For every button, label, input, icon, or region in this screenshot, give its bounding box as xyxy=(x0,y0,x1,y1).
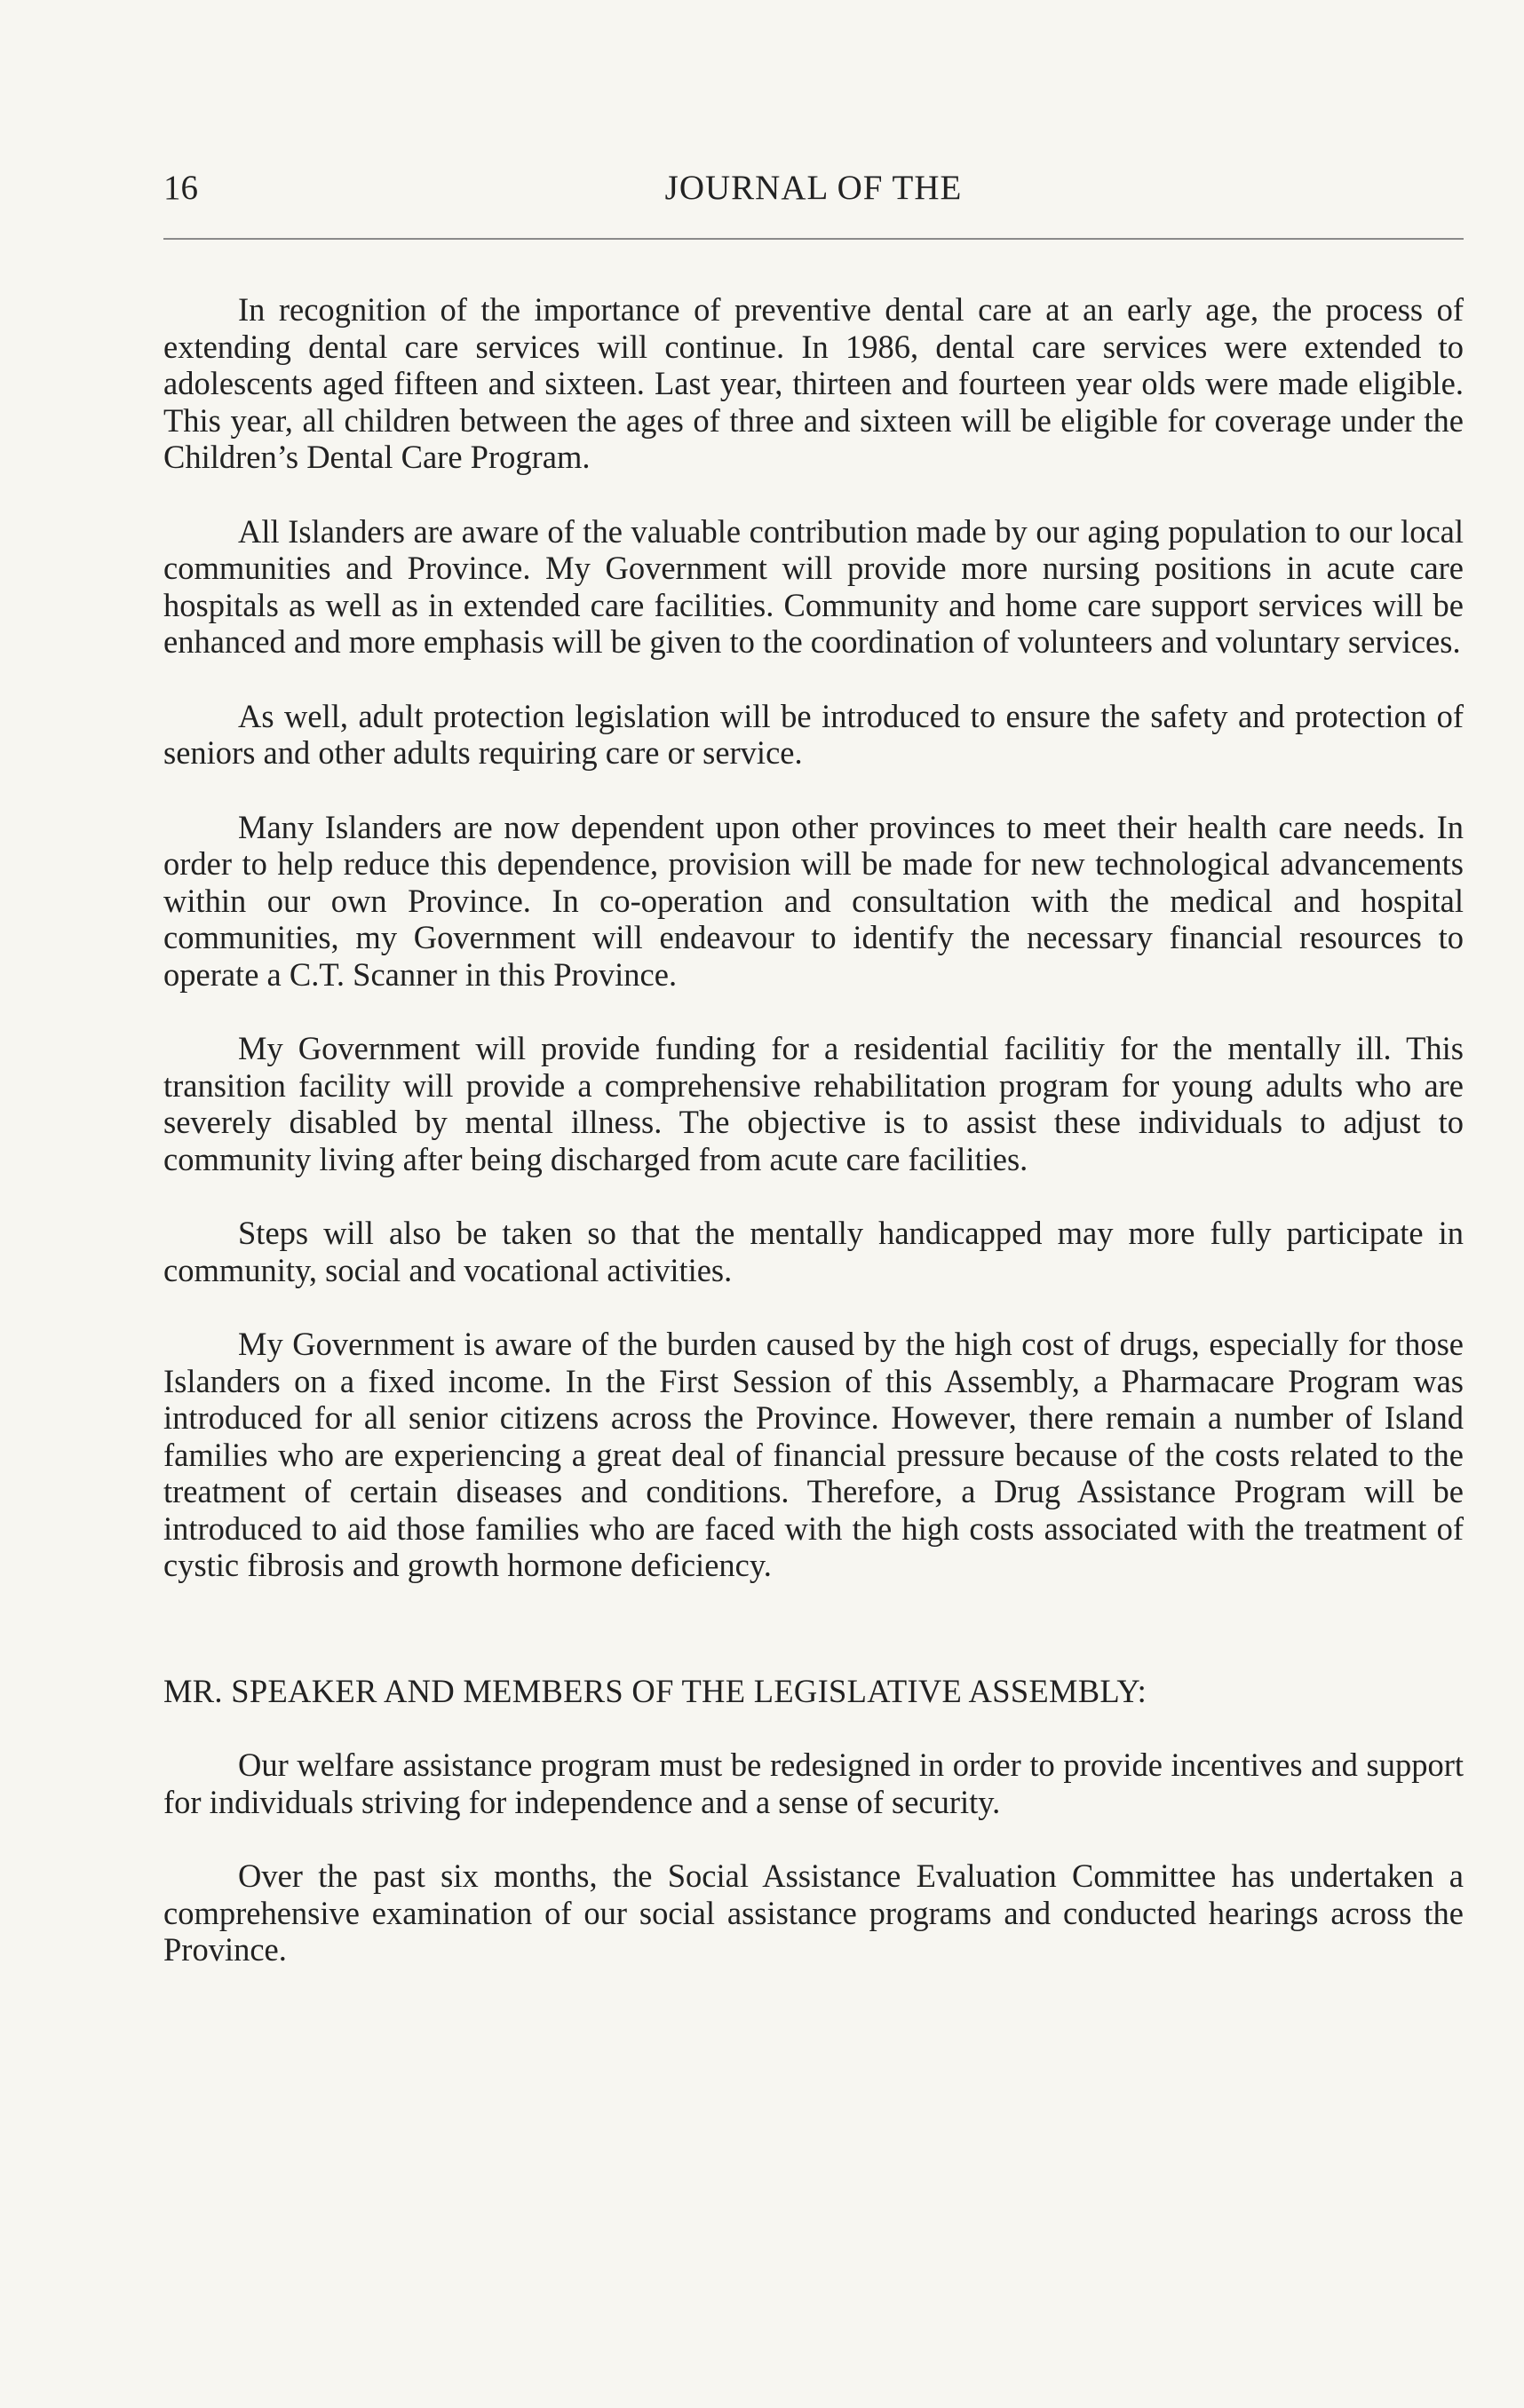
paragraph-aging-population: All Islanders are aware of the valuable contribution made by our aging population to our local communities and Province. My Government will provide more nursing positions in acute care hospitals as well as in extended care facilities. Community and home care support services will be enhanced and more emphasis will be given to the coordination of volunteers and voluntary services. xyxy=(163,512,1464,660)
page-number: 16 xyxy=(163,169,198,207)
paragraph-drug-assistance: My Government is aware of the burden caused by the high cost of drugs, especially for those Islanders on a fixed income. In the First Session of this Assembly, a Pharmacare Program was introduced for all senior citizens across the Province. However, there remain a number of Island families who are experiencing a great deal of financial pressure because of the costs related to the treatment of certain diseases and conditions. Therefore, a Drug Assistance Program will be introduced to aid those families who are faced with the high costs associated with the treatment of cystic fibrosis and growth hormone deficiency. xyxy=(163,1326,1464,1583)
running-head: JOURNAL OF THE xyxy=(664,169,963,207)
page-body xyxy=(163,291,1464,2006)
page-header xyxy=(163,167,1464,210)
paragraph-welfare-assistance: Our welfare assistance program must be redesigned in order to provide incentives and support for individuals striving for independence and a sense of security. xyxy=(163,1747,1464,1820)
paragraph-mentally-handicapped: Steps will also be taken so that the mentally handicapped may more fully participate in community, social and vocational activities. xyxy=(163,1215,1464,1288)
header-rule xyxy=(163,238,1464,240)
paragraph-ct-scanner: Many Islanders are now dependent upon other provinces to meet their health care needs. In order to help reduce this dependence, provision will be made for new technological advancements within our own Province. In co-operation and consultation with the medical and hospital communities, my Government will endeavour to identify the necessary financial resources to operate a C.T. Scanner in this Province. xyxy=(163,808,1464,993)
journal-page xyxy=(163,0,1464,2408)
paragraph-dental-care: In recognition of the importance of preventive dental care at an early age, the process of extending dental care services will continue. In 1986, dental care services were extended to adolescents aged fifteen and sixteen. Last year, thirteen and fourteen year olds were made eligible. This year, all children between the ages of three and sixteen will be eligible for coverage under the Children’s Dental Care Program. xyxy=(163,291,1464,475)
paragraph-adult-protection: As well, adult protection legislation will be introduced to ensure the safety and protection of seniors and other adults requiring care or service. xyxy=(163,697,1464,771)
paragraph-mental-health: My Government will provide funding for a residential facilitiy for the mentally ill. This transition facility will provide a comprehensive rehabilitation program for young adults who are severely disabled by mental illness. The objective is to assist these individuals to adjust to community living after being discharged from acute care facilities. xyxy=(163,1030,1464,1177)
section-heading: MR. SPEAKER AND MEMBERS OF THE LEGISLATIVE ASSEMBLY: xyxy=(163,1672,1147,1709)
paragraph-evaluation-committee: Over the past six months, the Social Assistance Evaluation Committee has undertaken a comprehensive examination of our social assistance programs and conducted hearings across the Province. xyxy=(163,1857,1464,1968)
